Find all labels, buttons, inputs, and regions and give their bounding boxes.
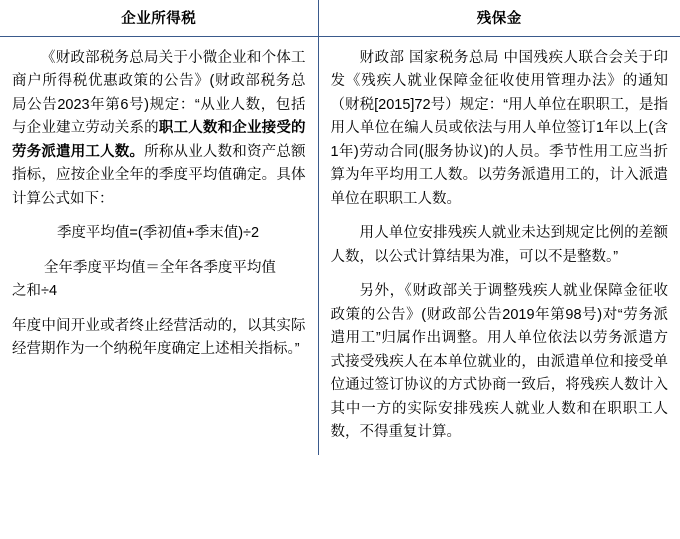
table-body-row [0,37,680,455]
text-segment-bold: 职工人数和企业接受的劳务派遣用工人数。 [12,120,306,160]
cell-disability-fund [318,37,680,455]
table-header-row [0,0,680,37]
formula-annual-average-line2: 之和÷4 [12,283,58,300]
paragraph-mid-year-operation: 年度中间开业或者终止经营活动的，以其实际经营期作为一个纳税年度确定上述相关指标。” [12,317,306,358]
formula-quarterly-average: 季度平均值=(季初值+季末值)÷2 [56,225,260,242]
text-segment-3: 所称从业人数和资产总额指标，应按企业全年的季度平均值确定。具体计算公式如下： [12,143,306,207]
formula-annual-average-line1: 全年季度平均值＝全年各季度平均值 [43,259,276,276]
cell-corporate-income-tax [0,37,318,455]
column-header-disability-fund: 残保金 [318,0,680,37]
paragraph-policy-announcement [12,47,306,211]
text-segment-1: 《财政部税务总局关于小微企业和个体工商户所得税优惠政策的公告》(财政部税务总局公告2023年第6号)规定：“从业人数，包括与企业建立劳动关系的 [12,50,306,137]
paragraph-dispatch-adjustment: 另外，《财政部关于调整残疾人就业保障金征收政策的公告》(财政部公告2019年第98号)对“劳务派遣用工”归属作出调整。用人单位依法以劳务派遣方式接受残疾人在本单位就业的，由派遣单位和接受单位通过签订协议的方式协商一致后，将残疾人数计入其中一方的实际安排残疾人就业人数和在职职工人数，不得重复计算。 [330,283,668,441]
paragraph-notice-definition: 财政部 国家税务总局 中国残疾人联合会关于印发《残疾人就业保障金征收使用管理办法》的通知（财税[2015]72号）规定：“用人单位在职职工，是指用人单位在编人员或依法与用人单位签订1年以上(含1年)劳动合同(服务协议)的人员。季节性用工应当折算为年平均用工人数。以劳务派遣用工的，计入派遣单位在职职工人数。 [330,50,668,207]
paragraph-shortfall-calculation: 用人单位安排残疾人就业未达到规定比例的差额人数，以公式计算结果为准，可以不是整数。” [330,225,668,265]
column-header-corporate-income-tax: 企业所得税 [0,0,318,37]
